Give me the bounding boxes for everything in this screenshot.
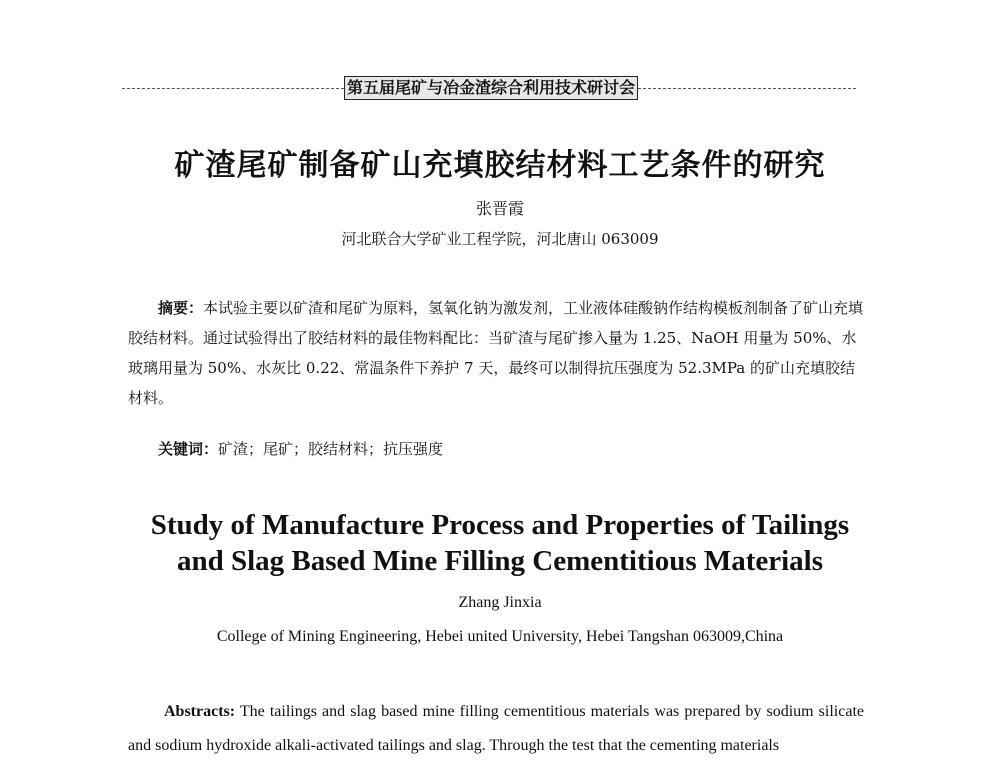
english-author: Zhang Jinxia — [458, 594, 542, 611]
chinese-keywords-text: 矿渣；尾矿；胶结材料；抗压强度 — [218, 440, 444, 458]
chinese-abstract-text: 本试验主要以矿渣和尾矿为原料，氢氧化钠为激发剂，工业液体硅酸钠作结构模板剂制备了矿山充填胶结材料。通过试验得出了胶结材料的最佳物料配比：当矿渣与尾矿掺入量为 1.25、NaOH 用量为 50%、水玻璃用量为 50%、水灰比 0.22、常温条件下养护 7 天，最终可以制得抗压强度为 52.3MPa 的矿山充填胶结材料。 — [128, 299, 864, 407]
english-abstract-label: Abstracts: — [164, 703, 236, 720]
header-rule-right — [638, 88, 856, 89]
chinese-abstract-label: 摘要： — [158, 299, 204, 317]
chinese-author: 张晋霞 — [475, 199, 524, 218]
english-title-line-1: Study of Manufacture Process and Properties of Tailings — [150, 509, 850, 541]
english-abstract — [128, 695, 864, 763]
chinese-keywords — [158, 437, 858, 461]
english-affiliation: College of Mining Engineering, Hebei united University, Hebei Tangshan 063009,China — [216, 628, 784, 645]
english-title-line-2: and Slag Based Mine Filling Cementitious Materials — [176, 545, 824, 577]
chinese-keywords-label: 关键词： — [158, 440, 219, 458]
english-abstract-text: The tailings and slag based mine filling cementitious materials was prepared by sodium silicate and sodium hydroxide alkali-activated tailings and slag. Through the test that the cementing materials — [128, 703, 864, 754]
chinese-title: 矿渣尾矿制备矿山充填胶结材料工艺条件的研究 — [174, 148, 826, 183]
chinese-abstract — [128, 293, 864, 413]
chinese-affiliation: 河北联合大学矿业工程学院，河北唐山 063009 — [341, 230, 659, 248]
header-rule-left — [122, 88, 344, 89]
conference-label: 第五届尾矿与冶金渣综合利用技术研讨会 — [344, 76, 638, 100]
english-title — [0, 507, 1000, 579]
